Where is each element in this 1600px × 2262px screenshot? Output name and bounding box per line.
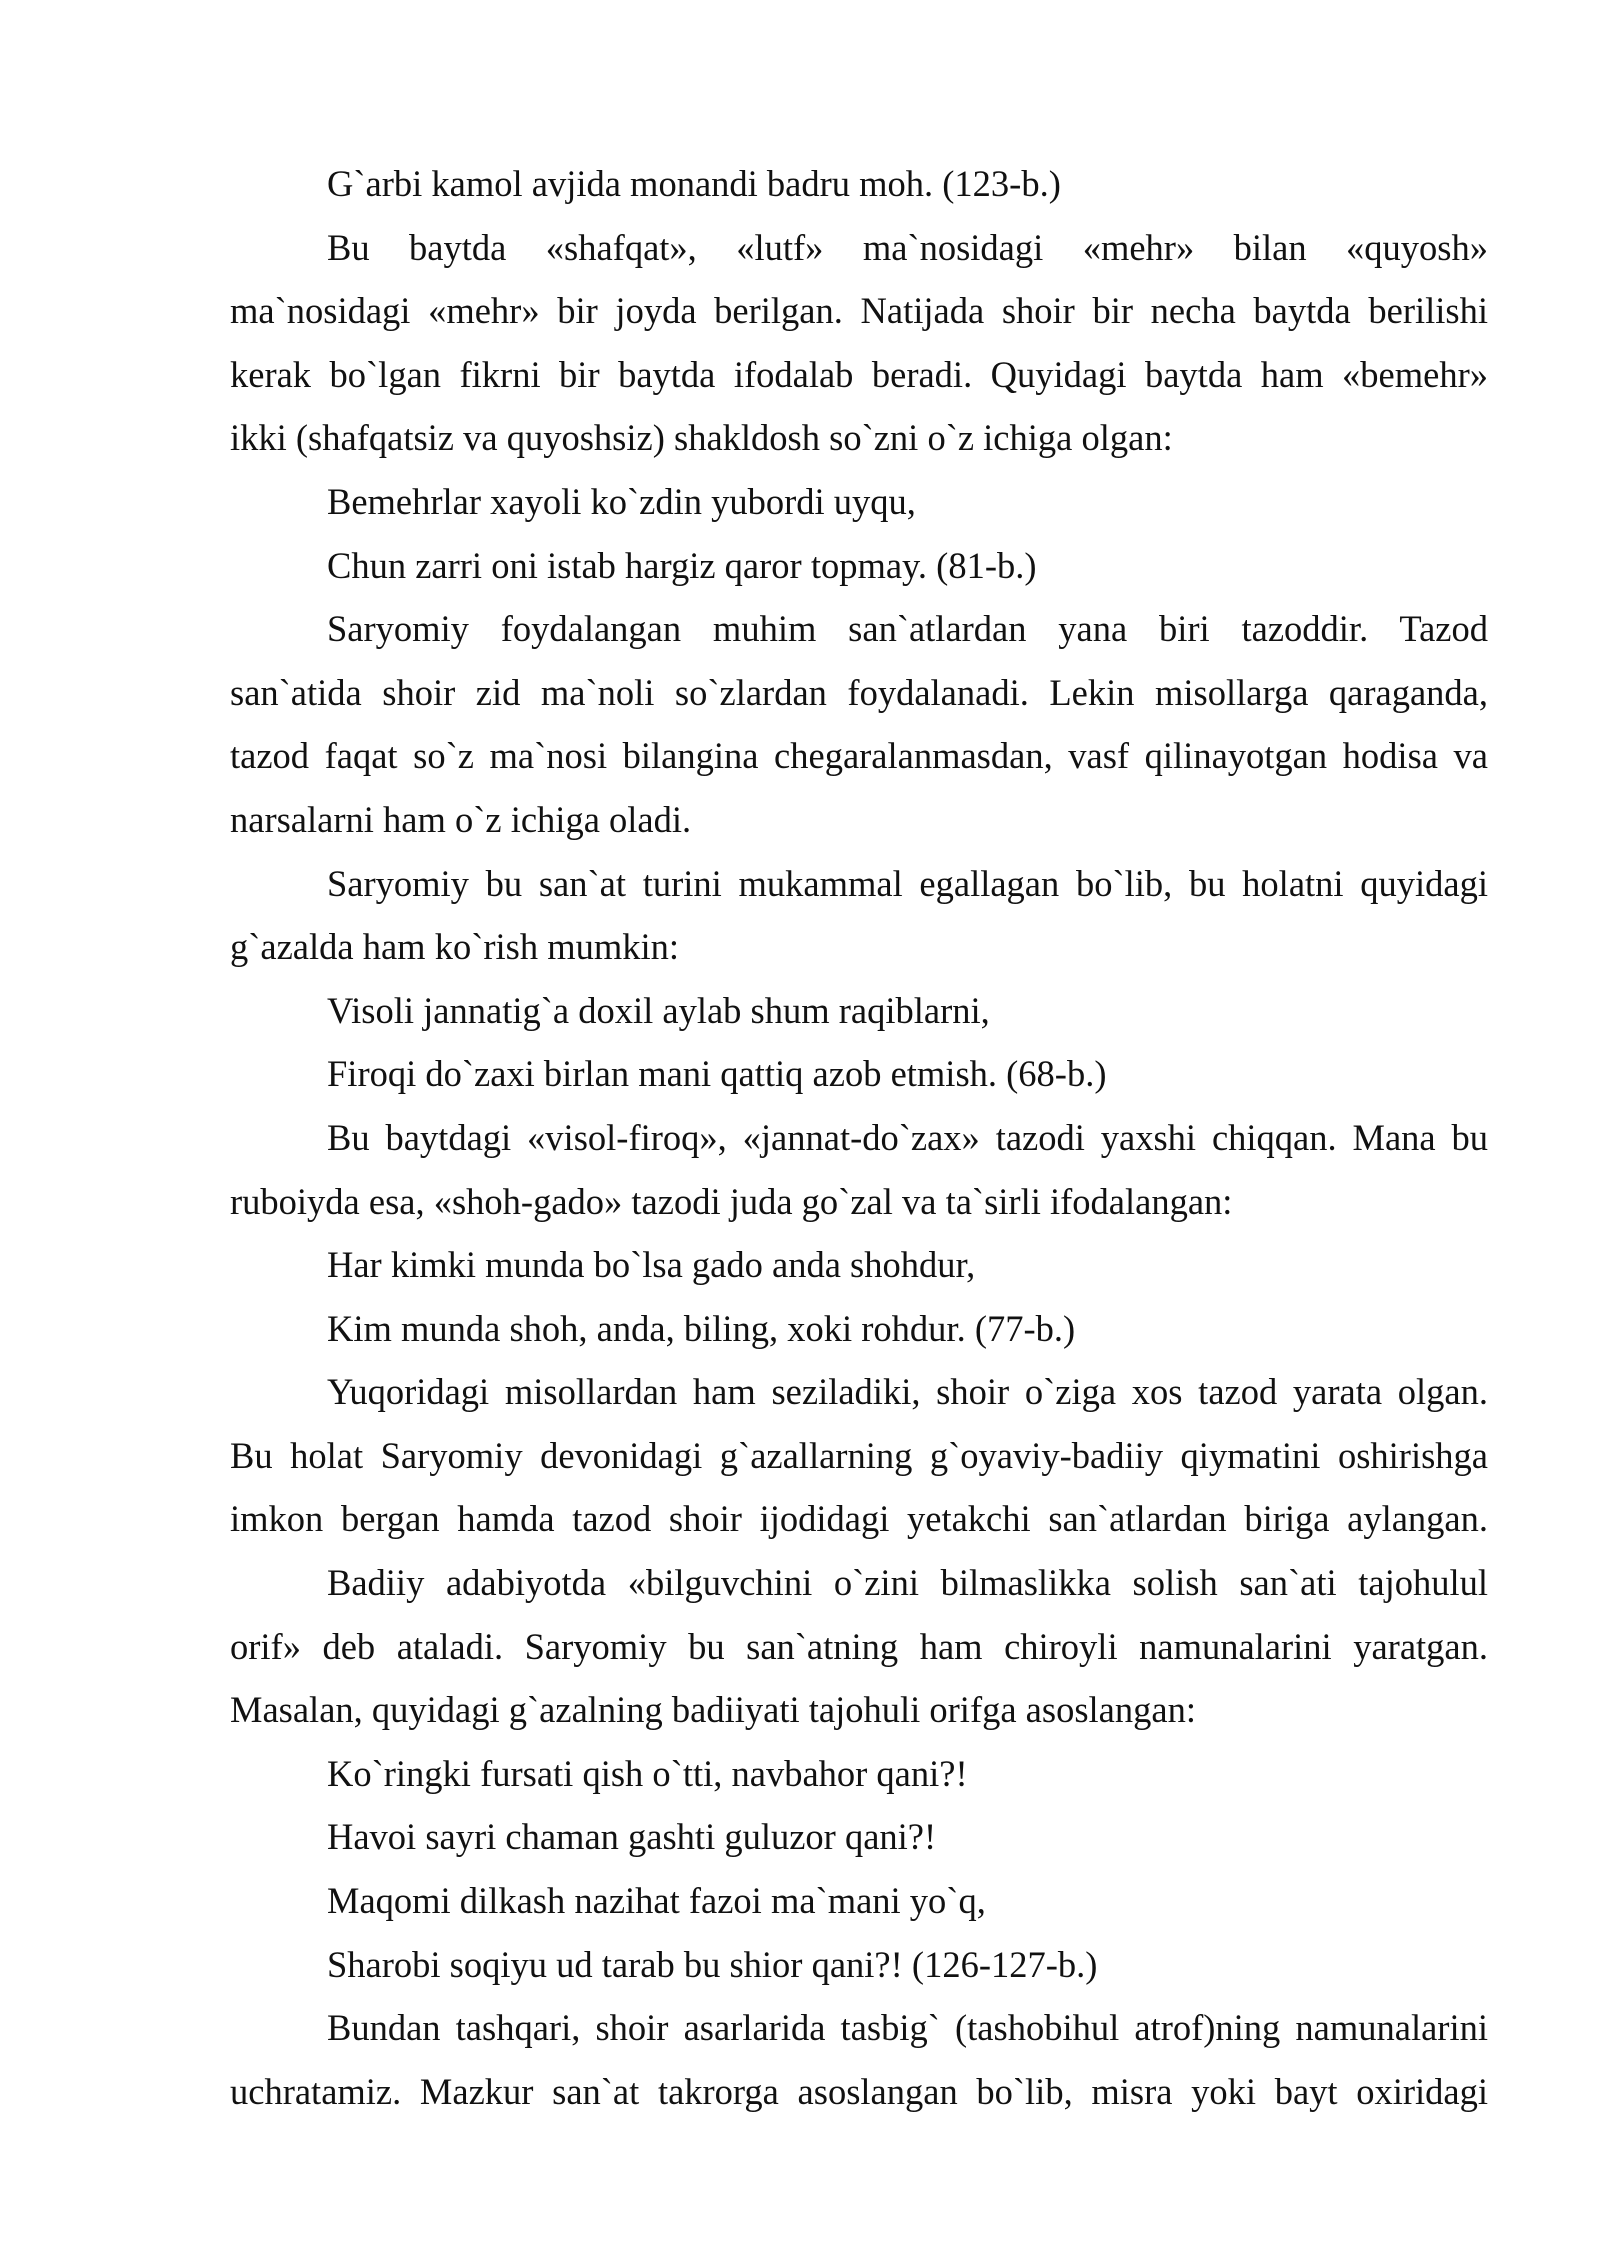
paragraph-line: ma`nosidagi «mehr» bir joyda berilgan. Natijada shoir bir necha baytda berilishi xyxy=(230,290,1488,332)
paragraph-line: Saryomiy foydalangan muhim san`atlardan yana biri tazoddir. Tazod xyxy=(327,608,1488,650)
paragraph-line: g`azalda ham ko`rish mumkin: xyxy=(230,926,680,968)
verse-line: G`arbi kamol avjida monandi badru moh. (123-b.) xyxy=(327,163,1061,204)
paragraph-line: uchratamiz. Mazkur san`at takrorga asoslangan bo`lib, misra yoki bayt oxiridagi xyxy=(230,2070,1488,2112)
verse-line: Havoi sayri chaman gashti guluzor qani?! xyxy=(327,1816,937,1858)
document-page xyxy=(230,152,1488,2123)
verse-line: Maqomi dilkash nazihat fazoi ma`mani yo`q, xyxy=(327,1880,986,1922)
paragraph-line: ruboiyda esa, «shoh-gado» tazodi juda go`zal va ta`sirli ifodalangan: xyxy=(230,1180,1233,1222)
verse-line: Ko`ringki fursati qish o`tti, navbahor qani?! xyxy=(327,1752,968,1794)
paragraph-line: Bu baytda «shafqat», «lutf» ma`nosidagi «mehr» bilan «quyosh» xyxy=(327,226,1488,268)
paragraph-line: Bundan tashqari, shoir asarlarida tasbig` (tashobihul atrof)ning namunalarini xyxy=(327,2007,1488,2049)
verse-line: Chun zarri oni istab hargiz qaror topmay. (81-b.) xyxy=(327,544,1037,586)
verse-line: Firoqi do`zaxi birlan mani qattiq azob etmish. (68-b.) xyxy=(327,1053,1107,1095)
paragraph-line: Badiiy adabiyotda «bilguvchini o`zini bilmaslikka solish san`ati tajohulul xyxy=(327,1562,1488,1604)
verse-line: Visoli jannatig`a doxil aylab shum raqiblarni, xyxy=(327,989,990,1031)
verse-line: Kim munda shoh, anda, biling, xoki rohdur. (77-b.) xyxy=(327,1307,1076,1349)
verse-line: Har kimki munda bo`lsa gado anda shohdur, xyxy=(327,1244,976,1286)
paragraph-line: kerak bo`lgan fikrni bir baytda ifodalab beradi. Quyidagi baytda ham «bemehr» xyxy=(230,353,1488,395)
verse-line: Sharobi soqiyu ud tarab bu shior qani?! (126-127-b.) xyxy=(327,1943,1098,1985)
paragraph-line: Bu baytdagi «visol-firoq», «jannat-do`zax» tazodi yaxshi chiqqan. Mana bu xyxy=(327,1116,1488,1158)
paragraph-line: narsalarni ham o`z ichiga oladi. xyxy=(230,798,692,840)
paragraph-line: Masalan, quyidagi g`azalning badiiyati tajohuli orifga asoslangan: xyxy=(230,1689,1196,1731)
paragraph-line: san`atida shoir zid ma`noli so`zlardan foydalanadi. Lekin misollarga qaraganda, xyxy=(230,671,1488,713)
paragraph-line: orif» deb ataladi. Saryomiy bu san`atning ham chiroyli namunalarini yaratgan. xyxy=(230,1625,1488,1667)
paragraph-line: Yuqoridagi misollardan ham seziladiki, shoir o`ziga xos tazod yarata olgan. xyxy=(327,1371,1488,1413)
paragraph-line: Saryomiy bu san`at turini mukammal egallagan bo`lib, bu holatni quyidagi xyxy=(327,862,1488,904)
verse-line: Bemehrlar xayoli ko`zdin yubordi uyqu, xyxy=(327,480,916,522)
paragraph-line: imkon bergan hamda tazod shoir ijodidagi yetakchi san`atlardan biriga aylangan. xyxy=(230,1498,1488,1540)
paragraph-line: tazod faqat so`z ma`nosi bilangina chegaralanmasdan, vasf qilinayotgan hodisa va xyxy=(230,735,1488,777)
paragraph-line: ikki (shafqatsiz va quyoshsiz) shakldosh so`zni o`z ichiga olgan: xyxy=(230,417,1173,459)
paragraph-line: Bu holat Saryomiy devonidagi g`azallarning g`oyaviy-badiiy qiymatini oshirishga xyxy=(230,1434,1488,1476)
